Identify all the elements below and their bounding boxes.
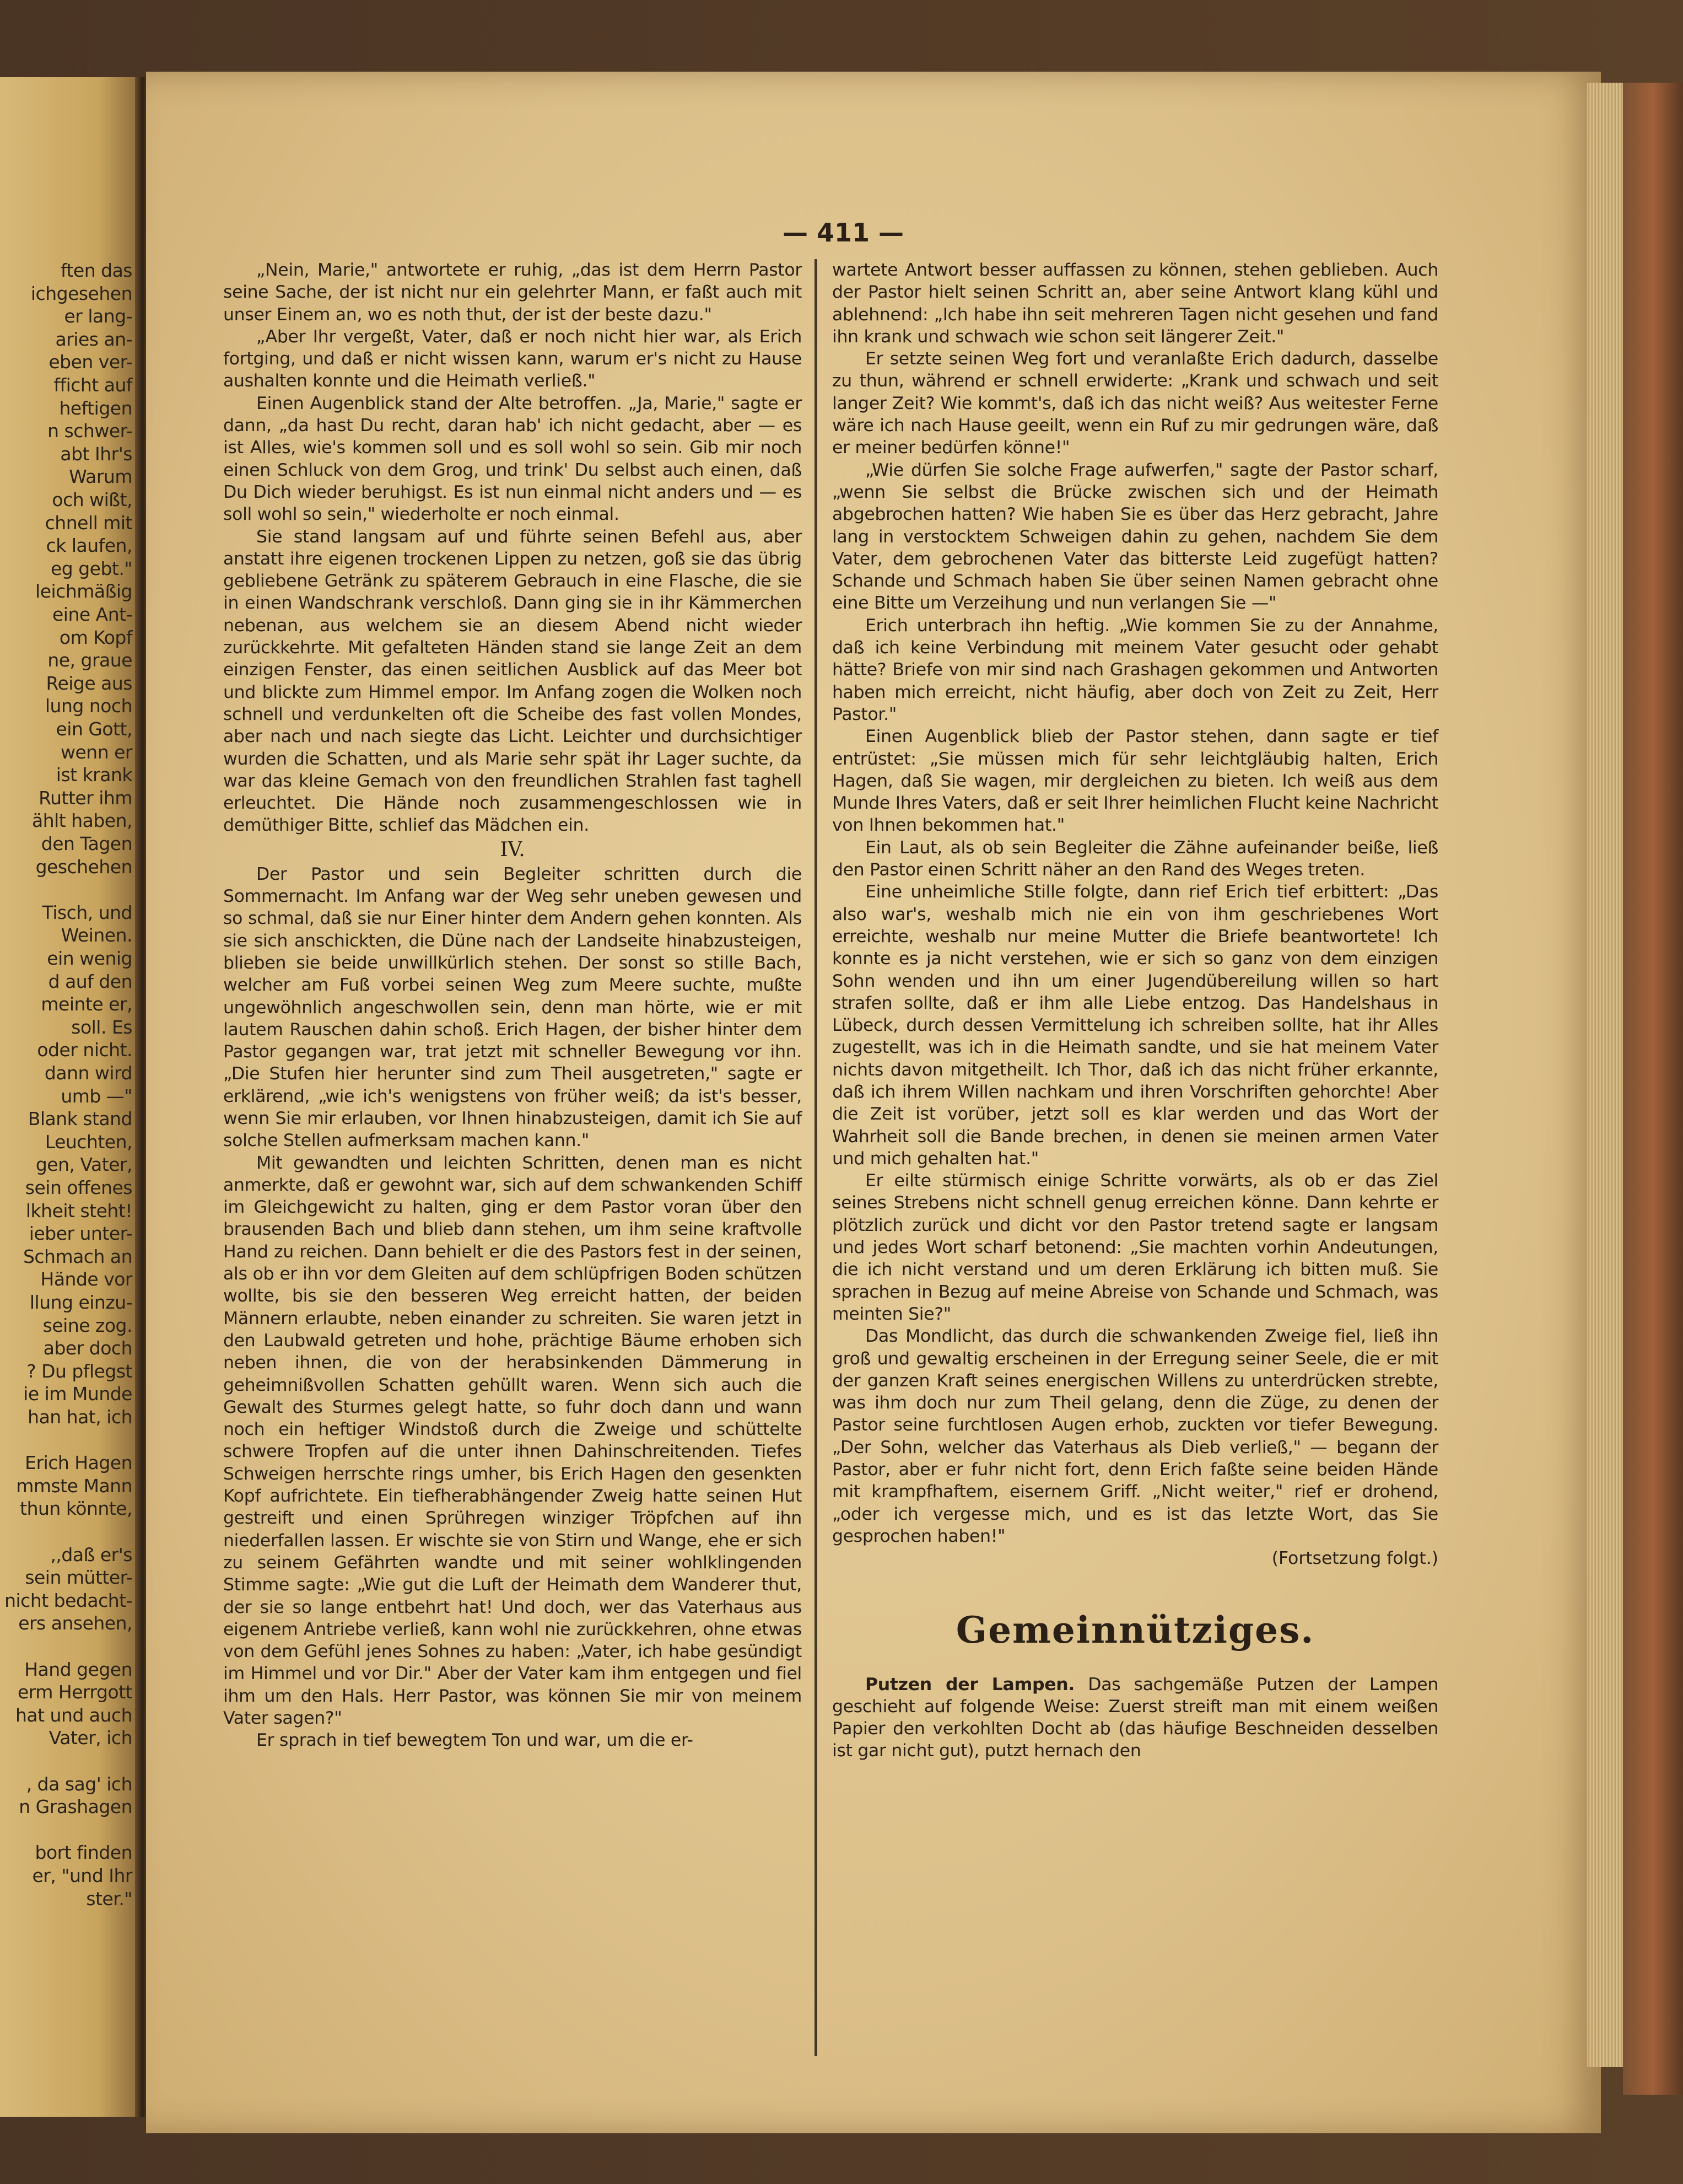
paragraph: Er setzte seinen Weg fort und veranlaßte Erich dadurch, dasselbe zu thun, während er schnell erwiderte: „Krank und schwach und seit langer Zeit? Wie kommt's, daß ich das nicht weiß? Aus weitester Ferne wäre ich nach Hause geeilt, wenn ein Ruf zu mir gedrungen wäre, daß er meiner bedürfen könne!" — [832, 349, 1438, 458]
left-page-fragment: ers ansehen, — [18, 1612, 132, 1634]
left-page-fragment: eine Ant- — [52, 604, 132, 625]
left-page-fragment: seine zog. — [42, 1314, 132, 1336]
left-page-fragment: sein offenes — [25, 1177, 132, 1198]
left-page-fragment: Leuchten, — [45, 1131, 132, 1153]
left-page-fragment: Blank stand — [28, 1108, 132, 1130]
left-page-fragment: mmste Mann — [16, 1475, 132, 1497]
left-page-fragment: Tisch, und — [42, 901, 132, 923]
paragraph: wartete Antwort besser auffassen zu können, stehen geblieben. Auch der Pastor hielt seinen Schritt an, aber seine Antwort klang kühl und ablehnend: „Ich habe ihn seit mehreren Tagen nicht gesehen und fand ihn krank und schwach wie schon seit längerer Zeit." — [832, 260, 1438, 347]
left-page-fragment: den Tagen — [41, 833, 132, 854]
left-page-fragment: Erich Hagen — [25, 1452, 132, 1474]
left-page-fragment: och wißt, — [52, 489, 132, 510]
left-page-fragment: ählt haben, — [31, 810, 132, 832]
paragraph: Mit gewandten und leichten Schritten, denen man es nicht anmerkte, daß er gewohnt war, sich auf dem schwankenden Schiff im Gleichgewicht zu halten, ging er dem Pastor voran über den brausenden Bach und blieb dann stehen, um ihm seine kraftvolle Hand zu reichen. Dann behielt er die des Pastors fest in der seinen, als ob er ihn vor dem Gleiten auf dem schlüpfrigen Boden schützen wollte, bis sie den besseren Weg erreicht hatten, der beiden Männern erlaubte, neben einander zu schreiten. Sie waren jetzt in den Laubwald getreten und hohe, prächtige Bäume erhoben sich neben ihnen, die von der herabsinkenden Dämmerung in geheimnißvollen Schatten gehüllt waren. Wenn sich auch die Gewalt des Sturmes gelegt hatte, so fuhr doch dann und wann noch ein heftiger Windstoß durch die Zweige und schüttelte schwere Tropfen auf die unter ihnen Dahinschreitenden. Tiefes Schweigen herrschte rings umher, bis Erich Hagen den gesenkten Kopf aufrichtete. Ein tiefherabhängender Zweig hatte seinen Hut gestreift und einen Sprühregen winziger Tröpfchen auf ihn niederfallen lassen. Er wischte sie von Stirn und Wange, ehe er sich zu seinem Gefährten wandte und mit seiner wohlklingenden Stimme sagte: „Wie gut die Luft der Heimath dem Wanderer thut, der sie so lange entbehrt hat! Und doch, wer das Vaterhaus aus eigenem Antriebe verließ, kann wohl nie zurückkehren, ohne etwas von dem Gefühl jenes Sohnes zu haben: „Vater, ich habe gesündigt im Himmel und vor Dir." Aber der Vater kam ihm entgegen und fiel ihm um den Hals. Herr Pastor, was können Sie mir von meinem Vater sagen?" — [223, 1153, 802, 1728]
paragraph: Das Mondlicht, das durch die schwankenden Zweige fiel, ließ ihn groß und gewaltig erscheinen in der Erregung seiner Seele, die er mit der ganzen Kraft seines energischen Willens zu unterdrücken strebte, was ihm doch nur zum Theil gelang, denn die Züge, zu denen der Pastor seine furchtlosen Augen erhob, zuckten vor tiefer Bewegung. „Der Sohn, welcher das Vaterhaus als Dieb verließ," — begann der Pastor, aber er fuhr nicht fort, denn Erich faßte seine beiden Hände mit krampfhaftem, eisernem Griff. „Nicht weiter," rief er drohend, „oder ich vergesse mich, und es ist das letzte Wort, das Sie gesprochen haben!" — [832, 1326, 1438, 1546]
left-page-fragment: n Grashagen — [19, 1796, 132, 1818]
left-page-fragment: ften das — [60, 260, 132, 281]
paragraph: „Wie dürfen Sie solche Frage aufwerfen," sagte der Pastor scharf, „wenn Sie selbst die Brücke zwischen sich und der Heimath abgebrochen hatten? Wie haben Sie es über das Herz gebracht, Jahre lang in verstocktem Schweigen dahin zu gehen, nachdem Sie dem Vater, dem gebrochenen Vater das bitterste Leid zugefügt hatten? Schande und Schmach haben Sie über seinen Namen gebracht ohne eine Bitte um Verzeihung und nun verlangen Sie —" — [832, 460, 1438, 614]
left-page-fragment: Warum — [69, 466, 132, 488]
paragraph: Einen Augenblick stand der Alte betroffen. „Ja, Marie," sagte er dann, „da hast Du recht, daran hab' ich nicht gedacht, aber — es ist Alles, wie's kommen soll und es soll wohl so sein. Gib mir noch einen Schluck von dem Grog, und trink' Du selbst auch einen, daß Du Dich wieder beruhigst. Es ist nun einmal nicht anders und — es soll wohl so sein," wiederholte er noch einmal. — [223, 393, 802, 525]
left-column — [223, 259, 802, 1752]
left-page-fragment: ie im Munde — [23, 1383, 132, 1405]
paragraph: Ein Laut, als ob sein Begleiter die Zähne aufeinander beiße, ließ den Pastor einen Schritt näher an den Rand des Weges treten. — [832, 837, 1438, 880]
right-column — [832, 259, 1438, 1762]
left-page-fragment: thun könnte, — [20, 1498, 132, 1520]
left-page-fragment: meinte er, — [41, 993, 132, 1015]
left-page-fragment: han hat, ich — [28, 1406, 132, 1428]
left-page-fragment: ein Gott, — [56, 718, 132, 740]
left-page-fragment: ein wenig — [47, 948, 132, 969]
section-title: Gemeinnütziges. — [956, 1608, 1315, 1652]
paragraph: Er eilte stürmisch einige Schritte vorwärts, als ob er das Ziel seines Strebens nicht schnell genug erreichen könne. Dann kehrte er plötzlich zurück und dicht vor den Pastor tretend sagte er langsam und jedes Wort scharf betonend: „Sie machten vorhin Andeutungen, die ich nicht verstand und um deren Erklärung ich bitten muß. Sie sprachen in Bezug auf meine Abreise von Schande und Schmach, was meinten Sie?" — [832, 1171, 1438, 1324]
left-page-fragment: Hände vor — [40, 1268, 132, 1290]
left-page-fragment: hat und auch — [15, 1704, 132, 1726]
left-page-fragment: oder nicht. — [37, 1039, 132, 1061]
left-page-fragment: er lang- — [64, 305, 132, 327]
paragraph: Sie stand langsam auf und führte seinen Befehl aus, aber anstatt ihre eigenen trockenen Lippen zu netzen, goß sie das übrig gebliebene Getränk zu späterem Gebrauch in eine Flasche, die sie in einen Wandschrank verschloß. Dann ging sie in ihr Kämmerchen nebenan, aus welchem sie an diesem Abend nicht wieder zurückkehrte. Mit gefalteten Händen stand sie lange Zeit an dem einzigen Fenster, das einen seitlichen Ausblick auf das Meer bot und blickte zum Himmel empor. Im Anfang zogen die Wolken noch schnell und verdunkelten oft die Scheibe des fast vollen Mondes, aber nach und nach siegte das Licht. Leichter und durchsichtiger wurden die Schatten, und als Marie sehr spät ihr Lager suchte, da war das kleine Gemach von den freundlichen Strahlen fast taghell erleuchtet. Die Hände noch zusammengeschlossen wie in demüthiger Bitte, schlief das Mädchen ein. — [223, 526, 802, 836]
paragraph: Der Pastor und sein Begleiter schritten durch die Sommernacht. Im Anfang war der Weg sehr uneben gewesen und so schmal, daß sie nur Einer hinter dem Andern gehen konnten. Als sie sich anschickten, die Düne nach der Landseite hinabzusteigen, blieben sie beide unwillkürlich stehen. Der sonst so stille Bach, welcher am Fuß vorbei seinen Weg zum Meere suchte, mußte ungewöhnlich angeschwollen sein, denn man hörte, wie er mit lautem Rauschen dahin schoß. Erich Hagen, der bisher hinter dem Pastor gegangen war, trat jetzt mit schneller Bewegung vor ihn. „Die Stufen hier herunter sind zum Theil ausgetreten," sagte er erklärend, „wie ich's wenigstens von früher weiß; da ist's besser, wenn Sie mir erlauben, vor Ihnen hinabzusteigen, damit ich Sie auf solche Stellen aufmerksam machen kann." — [223, 864, 802, 1151]
paragraph: Einen Augenblick blieb der Pastor stehen, dann sagte er tief entrüstet: „Sie müssen mich für sehr leichtgläubig halten, Erich Hagen, daß Sie wagen, mir dergleichen zu bieten. Ich weiß aus dem Munde Ihres Vaters, daß er seit Ihrer heimlichen Flucht keine Nachricht von Ihnen bekommen hat." — [832, 727, 1438, 836]
article-paragraph — [832, 1674, 1438, 1762]
column-divider — [814, 259, 817, 2056]
left-page-fragment: nicht bedacht- — [4, 1589, 132, 1611]
left-page-fragment: dann wird — [44, 1062, 132, 1084]
left-page-fragment: bort finden — [35, 1842, 132, 1864]
left-page-fragment: erm Herrgott — [17, 1681, 132, 1703]
left-page-fragment: ichgesehen — [30, 282, 132, 304]
left-page-fragment: Schmach an — [23, 1245, 132, 1267]
left-page-fragment: Weinen. — [61, 924, 132, 946]
left-page-fragment: lung noch — [45, 695, 132, 717]
left-page-fragment: Reige aus — [46, 672, 132, 694]
left-page-fragment: abt Ihr's — [60, 443, 132, 465]
left-page-fragment: er, "und Ihr — [32, 1865, 132, 1886]
left-page-fragment: , da sag' ich — [26, 1773, 132, 1795]
page-edges — [1587, 83, 1626, 2067]
left-page-fragment: soll. Es — [71, 1016, 132, 1038]
left-page-fragment: Rutter ihm — [39, 787, 132, 809]
left-page-fragment: heftigen — [59, 397, 132, 419]
article-text: Das sachgemäße Putzen der Lampen geschieht auf folgende Weise: Zuerst streift man mit einem weißen Papier den verkohlten Docht ab (das häufige Beschneiden desselben ist gar nicht gut), putzt hernach den — [832, 1674, 1438, 1761]
left-page-fragment: eg gebt." — [50, 557, 132, 579]
paragraph: Erich unterbrach ihn heftig. „Wie kommen Sie zu der Annahme, daß ich keine Verbindung mit meinem Vater gesucht oder gehabt hätte? Briefe von mir sind nach Grashagen gekommen und Antworten haben mich erreicht, nicht häufig, aber doch von Zeit zu Zeit, Herr Pastor." — [832, 615, 1438, 724]
left-page-fragment: geschehen — [35, 856, 132, 878]
paragraph: „Aber Ihr vergeßt, Vater, daß er noch nicht hier war, als Erich fortging, und daß er nicht wissen kann, warum er's nicht zu Hause aushalten konnte und die Heimath verließ." — [223, 326, 802, 391]
left-page-fragment: gen, Vater, — [35, 1154, 132, 1176]
paragraph: Er sprach in tief bewegtem Ton und war, um die er- — [256, 1730, 693, 1751]
left-page-fragment: ,,daß er's — [50, 1543, 132, 1566]
left-page-fragment: ieber unter- — [29, 1223, 132, 1245]
chapter-number: IV. — [500, 838, 525, 861]
continuation-note: (Fortsetzung folgt.) — [1271, 1548, 1438, 1569]
left-page-fragment: ster." — [86, 1887, 132, 1909]
book-cover-edge — [1623, 83, 1683, 2095]
left-page-fragment: eben ver- — [48, 351, 132, 373]
left-page-fragment: aries an- — [55, 328, 132, 350]
left-page-fragment: sein mütter- — [25, 1567, 132, 1589]
left-page-fragment: Vater, ich — [48, 1727, 132, 1749]
left-page-fragment: umb —" — [61, 1085, 132, 1107]
left-page-edge — [0, 77, 141, 2117]
left-page-fragment: ne, graue — [47, 649, 132, 671]
left-page-fragment: llung einzu- — [29, 1292, 132, 1313]
paragraph: „Nein, Marie," antwortete er ruhig, „das ist dem Herrn Pastor seine Sache, der ist nicht nur ein gelehrter Mann, er faßt auch mit unser Einem an, wo es noth thut, der ist der beste dazu." — [223, 260, 802, 325]
left-page-fragment: Hand gegen — [24, 1658, 132, 1680]
left-page-fragment: chnell mit — [45, 512, 132, 534]
left-page-fragment: lkheit steht! — [25, 1199, 132, 1222]
left-page-fragment: ? Du pflegst — [26, 1360, 132, 1382]
left-page-fragment: d auf den — [48, 970, 132, 992]
left-page-fragment: aber doch — [43, 1337, 132, 1359]
left-page-fragment: ck laufen, — [46, 535, 132, 557]
left-page-fragment: n schwer- — [47, 420, 132, 442]
left-page-fragment: leichmäßig — [35, 580, 132, 603]
page-number: — 411 — — [782, 218, 904, 248]
left-page-fragment: om Kopf — [59, 626, 132, 648]
left-page-fragment: wenn er — [61, 741, 132, 763]
article-title: Putzen der Lampen. — [865, 1674, 1075, 1695]
left-page-fragment: fficht auf — [53, 374, 132, 396]
left-page-fragment: ist krank — [56, 764, 132, 786]
paragraph: Eine unheimliche Stille folgte, dann rief Erich tief erbittert: „Das also war's, weshalb mich nie ein von ihm geschriebenes Wort erreichte, weshalb nur meine Mutter die Briefe beantwortete! Ich konnte es ja nicht verstehen, wie er sich so ganz von dem einzigen Sohn wenden und ihn um einer Jugendübereilung willen so hart strafen sollte, daß er ihm alle Liebe entzog. Das Handelshaus in Lübeck, durch dessen Vermittelung ich schreiben sollte, hat ihr Alles zugestellt, was ich in die Heimath sandte, und sie hat meinem Vater nichts davon mitgetheilt. Ich Thor, daß ich das nicht früher erkannte, daß ich ihrem Willen nachkam und ihren Vorschriften gehorchte! Aber die Zeit ist vorüber, jetzt soll es klar werden und das Wort der Wahrheit soll die Bande brechen, in denen sie meinen armen Vater und mich gehalten hat." — [832, 882, 1438, 1169]
